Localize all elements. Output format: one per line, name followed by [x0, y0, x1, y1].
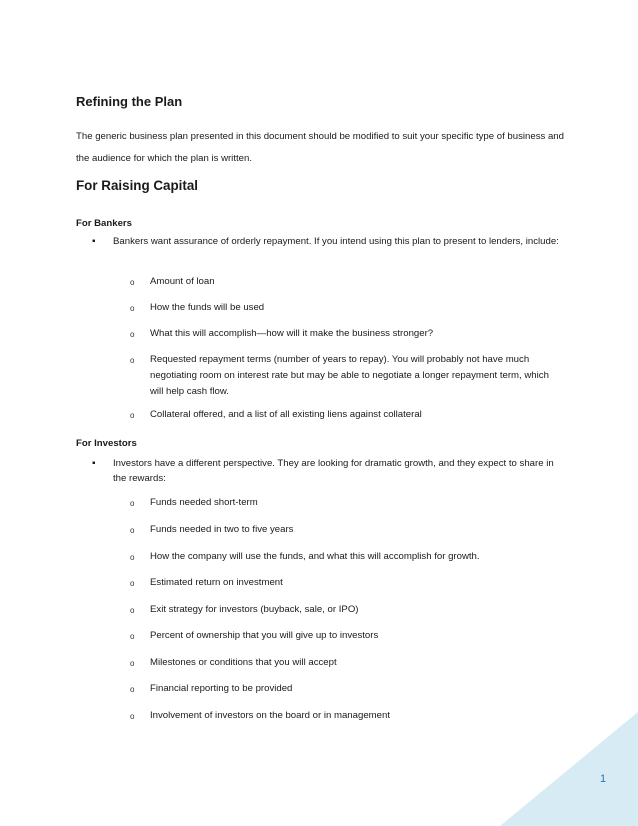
- investors-item: o How the company will use the funds, and what this will accomplish for growth.: [130, 549, 560, 565]
- intro-paragraph: The generic business plan presented in this document should be modified to suit your specific type of business and the audience for which the plan is written.: [76, 131, 564, 164]
- bankers-item: o Amount of loan: [130, 274, 560, 290]
- sub-bullet-marker: o: [130, 304, 135, 313]
- sub-bullet-marker: o: [130, 499, 135, 508]
- sub-bullet-marker: o: [130, 606, 135, 615]
- sub-bullet-marker: o: [130, 526, 135, 535]
- sub-bullet-marker: o: [130, 278, 135, 287]
- bankers-heading: For Bankers: [76, 218, 132, 229]
- investors-item: o Financial reporting to be provided: [130, 681, 560, 697]
- section-title: Refining the Plan: [76, 94, 183, 109]
- raising-capital-heading: For Raising Capital: [76, 178, 199, 193]
- bankers-bullet: [92, 234, 568, 249]
- sub-bullet-marker: o: [130, 330, 135, 339]
- bullet-marker: ▪: [92, 458, 96, 469]
- bankers-item: o How the funds will be used: [130, 300, 560, 316]
- sub-bullet-marker: o: [130, 356, 135, 365]
- corner-decoration: [500, 712, 638, 826]
- investors-item: o Involvement of investors on the board or in management: [130, 708, 560, 724]
- investors-heading: For Investors: [76, 438, 137, 449]
- sub-bullet-marker: o: [130, 712, 135, 721]
- page-number: 1: [600, 773, 607, 785]
- sub-bullet-marker: o: [130, 579, 135, 588]
- sub-bullet-marker: o: [130, 553, 135, 562]
- sub-bullet-marker: o: [130, 632, 135, 641]
- investors-item: o Milestones or conditions that you will accept: [130, 655, 560, 671]
- bullet-marker: ▪: [92, 236, 96, 247]
- bankers-item: o Collateral offered, and a list of all existing liens against collateral: [130, 407, 560, 423]
- investors-bullet: [92, 456, 568, 486]
- bankers-item: o What this will accomplish—how will it make the business stronger?: [130, 326, 560, 342]
- sub-bullet-marker: o: [130, 411, 135, 420]
- bankers-bullet-text: Bankers want assurance of orderly repayment. If you intend using this plan to present to lenders, include:: [113, 236, 559, 247]
- investors-item: o Exit strategy for investors (buyback, sale, or IPO): [130, 602, 560, 618]
- investors-item: o Percent of ownership that you will give up to investors: [130, 628, 560, 644]
- sub-bullet-marker: o: [130, 659, 135, 668]
- bankers-item: o Requested repayment terms (number of years to repay). You will probably not have much negotiating room on interest rate but may be able to negotiate a longer repayment term, which will help cash flow.: [130, 354, 549, 397]
- investors-item: o Funds needed in two to five years: [130, 522, 560, 538]
- investors-bullet-text: Investors have a different perspective. They are looking for dramatic growth, and they expect to share in the rewards:: [113, 458, 554, 484]
- investors-item: o Funds needed short-term: [130, 495, 560, 511]
- sub-bullet-marker: o: [130, 685, 135, 694]
- investors-item: o Estimated return on investment: [130, 575, 560, 591]
